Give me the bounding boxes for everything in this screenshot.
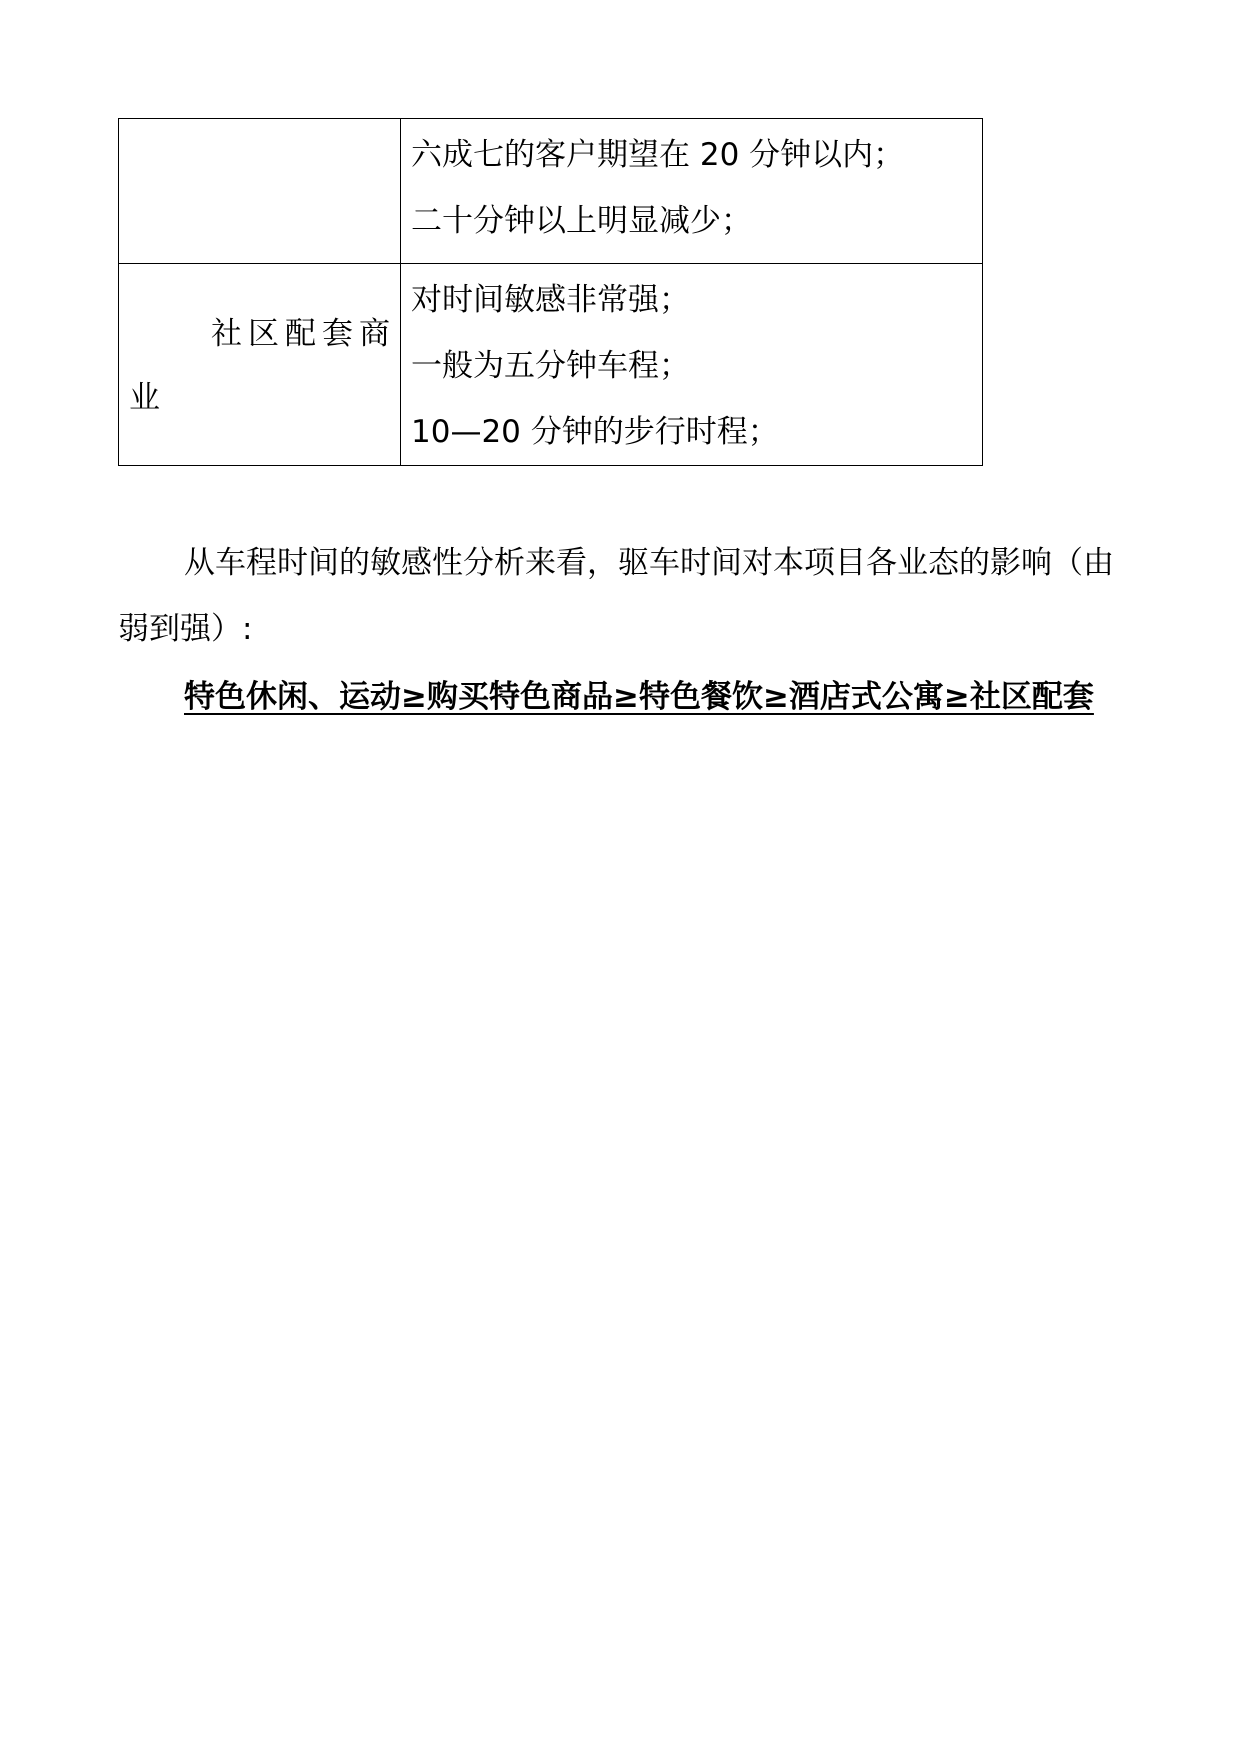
business-type-label-continued: 业 (129, 379, 160, 416)
time-sensitivity-table (118, 118, 983, 466)
description-line: 10—20 分钟的步行时程； (411, 414, 779, 450)
analysis-paragraph: 从车程时间的敏感性分析来看，驱车时间对本项目各业态的影响（由弱到强）: (118, 545, 1114, 647)
business-type-label: 社区配套商 (211, 315, 396, 352)
description-line: 一般为五分钟车程； (411, 348, 690, 384)
description-line: 对时间敏感非常强； (411, 282, 690, 318)
business-type-cell (119, 119, 401, 264)
table-row (119, 264, 983, 466)
description-cell (401, 119, 983, 264)
description-line: 六成七的客户期望在 20 分钟以内； (411, 137, 905, 173)
table-row (119, 119, 983, 264)
description-cell (401, 264, 983, 466)
description-line: 二十分钟以上明显减少； (411, 203, 752, 239)
ranking-paragraph: 特色休闲、运动≥购买特色商品≥特色餐饮≥酒店式公寓≥社区配套 (184, 679, 1094, 715)
business-type-cell (119, 264, 401, 466)
